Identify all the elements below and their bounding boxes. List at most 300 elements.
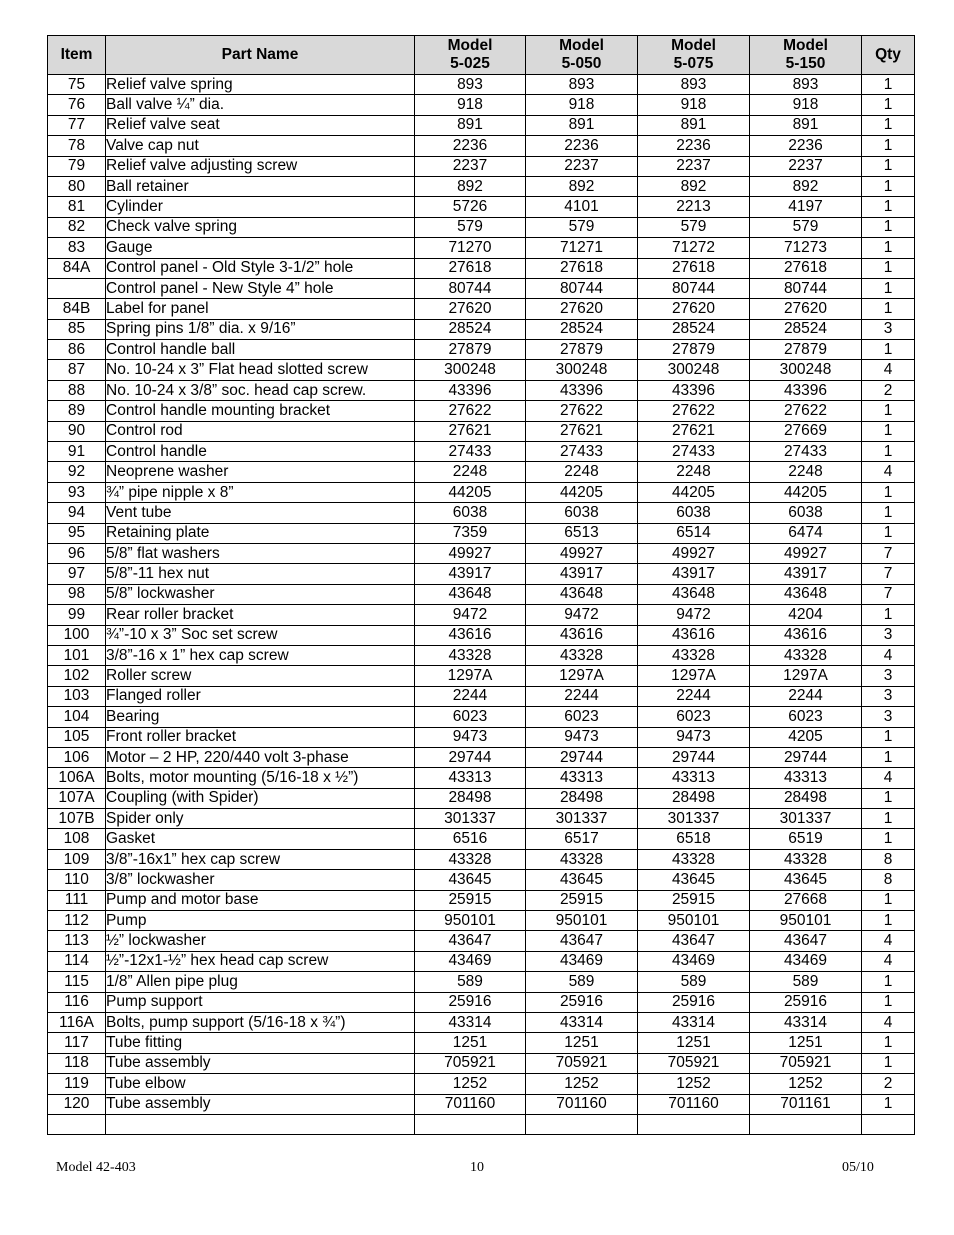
cell-item: 76 [48, 95, 106, 115]
cell-model-5-150: 891 [750, 115, 862, 135]
cell-qty: 1 [862, 482, 915, 502]
cell-item: 116 [48, 992, 106, 1012]
table-row [48, 278, 915, 298]
cell-model-5-150: 43396 [750, 380, 862, 400]
cell-model-5-075: 9472 [638, 605, 750, 625]
table-row [48, 625, 915, 645]
cell-part-name: Control rod [106, 421, 415, 441]
table-row [48, 1012, 915, 1032]
table-row [48, 727, 915, 747]
table-row [48, 136, 915, 156]
cell-item [48, 278, 106, 298]
table-row [48, 707, 915, 727]
cell-part-name: Relief valve seat [106, 115, 415, 135]
cell-model-5-050: 43648 [526, 584, 638, 604]
cell-model-5-050: 43328 [526, 645, 638, 665]
table-row [48, 1074, 915, 1094]
table-row [48, 503, 915, 523]
cell-part-name: Tube fitting [106, 1033, 415, 1053]
cell-qty: 1 [862, 197, 915, 217]
cell-model-5-150: 43616 [750, 625, 862, 645]
table-row [48, 890, 915, 910]
cell-model-5-150: 893 [750, 75, 862, 95]
cell-part-name: 5/8” lockwasher [106, 584, 415, 604]
cell-part-name: Label for panel [106, 299, 415, 319]
cell-item: 115 [48, 972, 106, 992]
table-row [48, 747, 915, 767]
cell-item: 94 [48, 503, 106, 523]
table-row [48, 156, 915, 176]
cell-part-name: 1/8” Allen pipe plug [106, 972, 415, 992]
table-row [48, 1094, 915, 1114]
cell-model-5-025: 28524 [415, 319, 526, 339]
table-row [48, 605, 915, 625]
cell-model-5-150: 27622 [750, 401, 862, 421]
cell-item: 109 [48, 849, 106, 869]
cell-model-5-150: 80744 [750, 278, 862, 298]
header-model-number: 5-050 [561, 55, 602, 72]
cell-model-5-025: 25915 [415, 890, 526, 910]
cell-part-name: Pump and motor base [106, 890, 415, 910]
cell-model-5-025: 43328 [415, 645, 526, 665]
cell-model-5-075: 43469 [638, 951, 750, 971]
cell-model-5-025: 43469 [415, 951, 526, 971]
cell-qty: 4 [862, 645, 915, 665]
cell-model-5-150: 27669 [750, 421, 862, 441]
cell-qty: 7 [862, 564, 915, 584]
cell-model-5-050: 1251 [526, 1033, 638, 1053]
cell-model-5-050: 27433 [526, 442, 638, 462]
cell-model-5-075: 2237 [638, 156, 750, 176]
cell-model-5-150: 27433 [750, 442, 862, 462]
cell-model-5-050: 28498 [526, 788, 638, 808]
cell-model-5-025: 43313 [415, 768, 526, 788]
table-row [48, 258, 915, 278]
cell-model-5-150: 71273 [750, 238, 862, 258]
cell-model-5-025: 43917 [415, 564, 526, 584]
cell-part-name: ¾”-10 x 3” Soc set screw [106, 625, 415, 645]
cell-qty: 3 [862, 707, 915, 727]
cell-model-5-075: 44205 [638, 482, 750, 502]
cell-model-5-050: 25916 [526, 992, 638, 1012]
cell-model-5-075: 2248 [638, 462, 750, 482]
table-row [48, 340, 915, 360]
cell-model-5-025: 300248 [415, 360, 526, 380]
table-row [48, 931, 915, 951]
cell-model-5-075: 27622 [638, 401, 750, 421]
header-model-label: Model [559, 37, 604, 54]
cell-model-5-050: 27620 [526, 299, 638, 319]
cell-model-5-050: 950101 [526, 911, 638, 931]
table-row [48, 176, 915, 196]
cell-model-5-150: 1251 [750, 1033, 862, 1053]
table-row [48, 421, 915, 441]
cell-item: 118 [48, 1053, 106, 1073]
cell-item: 96 [48, 543, 106, 563]
cell-model-5-075: 6023 [638, 707, 750, 727]
cell-qty: 1 [862, 911, 915, 931]
cell-model-5-025: 2236 [415, 136, 526, 156]
cell-model-5-025: 705921 [415, 1053, 526, 1073]
cell-model-5-150: 579 [750, 217, 862, 237]
cell-part-name: 5/8” flat washers [106, 543, 415, 563]
cell-part-name: Spider only [106, 809, 415, 829]
cell-model-5-025: 43328 [415, 849, 526, 869]
cell-model-5-075: 891 [638, 115, 750, 135]
cell-model-5-025: 1297A [415, 666, 526, 686]
cell-qty: 4 [862, 768, 915, 788]
cell-part-name: Tube assembly [106, 1094, 415, 1114]
cell-item: 102 [48, 666, 106, 686]
cell-model-5-025: 25916 [415, 992, 526, 1012]
table-row [48, 972, 915, 992]
cell-qty: 1 [862, 1033, 915, 1053]
table-row [48, 462, 915, 482]
cell-model-5-150: 300248 [750, 360, 862, 380]
page-footer [0, 1158, 954, 1178]
cell-part-name: Tube assembly [106, 1053, 415, 1073]
cell-qty: 8 [862, 849, 915, 869]
cell-model-5-025: 891 [415, 115, 526, 135]
cell-model-5-025: 579 [415, 217, 526, 237]
cell-qty: 1 [862, 788, 915, 808]
table-row-empty [48, 1114, 915, 1134]
cell-qty: 1 [862, 992, 915, 1012]
cell-model-5-075: 43648 [638, 584, 750, 604]
cell-part-name: Valve cap nut [106, 136, 415, 156]
cell-model-5-150: 705921 [750, 1053, 862, 1073]
cell-model-5-050: 43917 [526, 564, 638, 584]
cell-item: 106A [48, 768, 106, 788]
cell-item: 108 [48, 829, 106, 849]
footer-model-number: Model 42-403 [56, 1160, 136, 1175]
cell-part-name: ¾” pipe nipple x 8” [106, 482, 415, 502]
cell-model-5-150: 4205 [750, 727, 862, 747]
cell-part-name: Relief valve spring [106, 75, 415, 95]
cell-qty: 8 [862, 870, 915, 890]
cell-model-5-050: 891 [526, 115, 638, 135]
cell-item: 91 [48, 442, 106, 462]
cell-part-name: Control panel - New Style 4” hole [106, 278, 415, 298]
cell-model-5-075: 6514 [638, 523, 750, 543]
cell-empty [48, 1114, 106, 1134]
cell-model-5-025: 44205 [415, 482, 526, 502]
header-qty: Qty [862, 36, 915, 75]
cell-model-5-150: 4197 [750, 197, 862, 217]
cell-model-5-050: 579 [526, 217, 638, 237]
cell-model-5-150: 892 [750, 176, 862, 196]
cell-model-5-150: 1297A [750, 666, 862, 686]
cell-part-name: 3/8” lockwasher [106, 870, 415, 890]
cell-part-name: Bearing [106, 707, 415, 727]
cell-part-name: Check valve spring [106, 217, 415, 237]
cell-model-5-025: 301337 [415, 809, 526, 829]
cell-qty: 1 [862, 503, 915, 523]
cell-part-name: Pump [106, 911, 415, 931]
cell-model-5-150: 28524 [750, 319, 862, 339]
cell-item: 105 [48, 727, 106, 747]
cell-model-5-025: 43396 [415, 380, 526, 400]
cell-qty: 1 [862, 442, 915, 462]
table-row [48, 523, 915, 543]
cell-model-5-150: 27618 [750, 258, 862, 278]
cell-model-5-025: 6516 [415, 829, 526, 849]
table-row [48, 482, 915, 502]
cell-model-5-075: 1251 [638, 1033, 750, 1053]
cell-model-5-050: 28524 [526, 319, 638, 339]
cell-model-5-075: 1297A [638, 666, 750, 686]
cell-model-5-075: 2236 [638, 136, 750, 156]
cell-qty: 2 [862, 1074, 915, 1094]
cell-item: 85 [48, 319, 106, 339]
cell-model-5-050: 29744 [526, 747, 638, 767]
cell-item: 88 [48, 380, 106, 400]
header-model-5-075 [638, 36, 750, 75]
cell-item: 95 [48, 523, 106, 543]
cell-model-5-075: 2244 [638, 686, 750, 706]
cell-model-5-150: 27668 [750, 890, 862, 910]
cell-model-5-025: 27879 [415, 340, 526, 360]
cell-model-5-150: 43328 [750, 645, 862, 665]
cell-model-5-150: 918 [750, 95, 862, 115]
cell-item: 99 [48, 605, 106, 625]
cell-model-5-025: 29744 [415, 747, 526, 767]
cell-model-5-150: 950101 [750, 911, 862, 931]
table-row [48, 217, 915, 237]
cell-model-5-050: 2237 [526, 156, 638, 176]
cell-model-5-075: 1252 [638, 1074, 750, 1094]
table-row [48, 238, 915, 258]
cell-empty [415, 1114, 526, 1134]
table-row [48, 360, 915, 380]
cell-model-5-025: 589 [415, 972, 526, 992]
table-row [48, 197, 915, 217]
cell-model-5-075: 2213 [638, 197, 750, 217]
cell-part-name: Relief valve adjusting screw [106, 156, 415, 176]
table-row [48, 768, 915, 788]
header-model-5-050 [526, 36, 638, 75]
cell-qty: 1 [862, 972, 915, 992]
cell-model-5-050: 6023 [526, 707, 638, 727]
cell-model-5-150: 43469 [750, 951, 862, 971]
cell-model-5-025: 43314 [415, 1012, 526, 1032]
cell-empty [862, 1114, 915, 1134]
cell-qty: 1 [862, 75, 915, 95]
cell-model-5-075: 27879 [638, 340, 750, 360]
cell-model-5-025: 43647 [415, 931, 526, 951]
cell-qty: 1 [862, 299, 915, 319]
cell-item: 89 [48, 401, 106, 421]
cell-qty: 1 [862, 156, 915, 176]
cell-model-5-025: 9473 [415, 727, 526, 747]
cell-model-5-075: 27621 [638, 421, 750, 441]
cell-qty: 1 [862, 340, 915, 360]
cell-model-5-150: 27879 [750, 340, 862, 360]
cell-model-5-050: 25915 [526, 890, 638, 910]
cell-qty: 7 [862, 543, 915, 563]
cell-model-5-025: 2237 [415, 156, 526, 176]
cell-item: 75 [48, 75, 106, 95]
cell-model-5-150: 6474 [750, 523, 862, 543]
cell-part-name: Control handle ball [106, 340, 415, 360]
cell-qty: 4 [862, 931, 915, 951]
cell-part-name: Control handle mounting bracket [106, 401, 415, 421]
cell-qty: 3 [862, 625, 915, 645]
cell-model-5-050: 27621 [526, 421, 638, 441]
cell-qty: 1 [862, 278, 915, 298]
cell-qty: 1 [862, 176, 915, 196]
cell-item: 110 [48, 870, 106, 890]
table-row [48, 809, 915, 829]
cell-model-5-075: 25915 [638, 890, 750, 910]
cell-model-5-025: 28498 [415, 788, 526, 808]
cell-model-5-050: 80744 [526, 278, 638, 298]
cell-model-5-050: 71271 [526, 238, 638, 258]
cell-model-5-025: 2248 [415, 462, 526, 482]
table-row [48, 442, 915, 462]
cell-model-5-075: 6518 [638, 829, 750, 849]
cell-model-5-050: 4101 [526, 197, 638, 217]
cell-model-5-075: 27620 [638, 299, 750, 319]
cell-part-name: Cylinder [106, 197, 415, 217]
cell-qty: 1 [862, 1053, 915, 1073]
table-row [48, 911, 915, 931]
cell-qty: 1 [862, 258, 915, 278]
cell-model-5-075: 701160 [638, 1094, 750, 1114]
cell-model-5-075: 43645 [638, 870, 750, 890]
cell-model-5-075: 43314 [638, 1012, 750, 1032]
cell-item: 79 [48, 156, 106, 176]
cell-model-5-050: 6513 [526, 523, 638, 543]
cell-model-5-150: 2236 [750, 136, 862, 156]
cell-model-5-150: 6519 [750, 829, 862, 849]
cell-model-5-025: 27620 [415, 299, 526, 319]
cell-item: 90 [48, 421, 106, 441]
cell-model-5-150: 25916 [750, 992, 862, 1012]
cell-model-5-050: 918 [526, 95, 638, 115]
cell-model-5-075: 579 [638, 217, 750, 237]
cell-model-5-075: 918 [638, 95, 750, 115]
cell-part-name: ½” lockwasher [106, 931, 415, 951]
cell-part-name: Bolts, pump support (5/16-18 x ¾”) [106, 1012, 415, 1032]
cell-empty [638, 1114, 750, 1134]
cell-item: 97 [48, 564, 106, 584]
cell-model-5-025: 9472 [415, 605, 526, 625]
cell-model-5-050: 1252 [526, 1074, 638, 1094]
cell-qty: 4 [862, 1012, 915, 1032]
cell-part-name: Neoprene washer [106, 462, 415, 482]
table-row [48, 299, 915, 319]
table-row [48, 543, 915, 563]
cell-model-5-050: 6038 [526, 503, 638, 523]
parts-table [47, 35, 915, 1135]
cell-model-5-075: 589 [638, 972, 750, 992]
table-header-row [48, 36, 915, 75]
table-row [48, 870, 915, 890]
cell-model-5-025: 701160 [415, 1094, 526, 1114]
cell-qty: 4 [862, 462, 915, 482]
cell-part-name: Rear roller bracket [106, 605, 415, 625]
footer-date: 05/10 [842, 1160, 874, 1175]
cell-qty: 1 [862, 421, 915, 441]
cell-model-5-050: 701160 [526, 1094, 638, 1114]
cell-model-5-050: 43616 [526, 625, 638, 645]
cell-qty: 1 [862, 809, 915, 829]
cell-part-name: 5/8”-11 hex nut [106, 564, 415, 584]
cell-model-5-075: 300248 [638, 360, 750, 380]
cell-part-name: Tube elbow [106, 1074, 415, 1094]
cell-qty: 1 [862, 1094, 915, 1114]
cell-model-5-025: 7359 [415, 523, 526, 543]
cell-item: 120 [48, 1094, 106, 1114]
cell-model-5-050: 43313 [526, 768, 638, 788]
cell-qty: 1 [862, 238, 915, 258]
cell-model-5-050: 705921 [526, 1053, 638, 1073]
cell-empty [750, 1114, 862, 1134]
table-row [48, 1053, 915, 1073]
cell-model-5-075: 43616 [638, 625, 750, 645]
cell-model-5-150: 4204 [750, 605, 862, 625]
cell-item: 92 [48, 462, 106, 482]
cell-model-5-075: 43647 [638, 931, 750, 951]
cell-item: 84B [48, 299, 106, 319]
cell-model-5-150: 43647 [750, 931, 862, 951]
cell-model-5-150: 2244 [750, 686, 862, 706]
cell-qty: 1 [862, 747, 915, 767]
cell-model-5-150: 301337 [750, 809, 862, 829]
cell-model-5-050: 49927 [526, 543, 638, 563]
cell-model-5-150: 43328 [750, 849, 862, 869]
cell-model-5-075: 29744 [638, 747, 750, 767]
cell-part-name: Pump support [106, 992, 415, 1012]
cell-item: 117 [48, 1033, 106, 1053]
cell-part-name: 3/8”-16 x 1” hex cap screw [106, 645, 415, 665]
cell-model-5-050: 43645 [526, 870, 638, 890]
cell-model-5-025: 893 [415, 75, 526, 95]
cell-qty: 1 [862, 401, 915, 421]
cell-item: 116A [48, 1012, 106, 1032]
cell-part-name: Flanged roller [106, 686, 415, 706]
table-row [48, 829, 915, 849]
cell-qty: 1 [862, 605, 915, 625]
cell-model-5-025: 950101 [415, 911, 526, 931]
table-row [48, 319, 915, 339]
cell-model-5-150: 43917 [750, 564, 862, 584]
cell-model-5-050: 300248 [526, 360, 638, 380]
cell-model-5-075: 705921 [638, 1053, 750, 1073]
cell-model-5-075: 950101 [638, 911, 750, 931]
cell-part-name: Coupling (with Spider) [106, 788, 415, 808]
cell-model-5-025: 43645 [415, 870, 526, 890]
cell-model-5-075: 27618 [638, 258, 750, 278]
cell-model-5-075: 28498 [638, 788, 750, 808]
cell-empty [526, 1114, 638, 1134]
header-item: Item [48, 36, 106, 75]
cell-model-5-150: 6023 [750, 707, 862, 727]
parts-table-body [48, 75, 915, 1135]
table-row [48, 666, 915, 686]
cell-item: 84A [48, 258, 106, 278]
cell-part-name: Spring pins 1/8” dia. x 9/16” [106, 319, 415, 339]
cell-model-5-150: 2248 [750, 462, 862, 482]
cell-model-5-150: 43313 [750, 768, 862, 788]
cell-model-5-050: 893 [526, 75, 638, 95]
cell-model-5-075: 71272 [638, 238, 750, 258]
table-row [48, 686, 915, 706]
cell-item: 103 [48, 686, 106, 706]
cell-model-5-050: 892 [526, 176, 638, 196]
cell-item: 112 [48, 911, 106, 931]
